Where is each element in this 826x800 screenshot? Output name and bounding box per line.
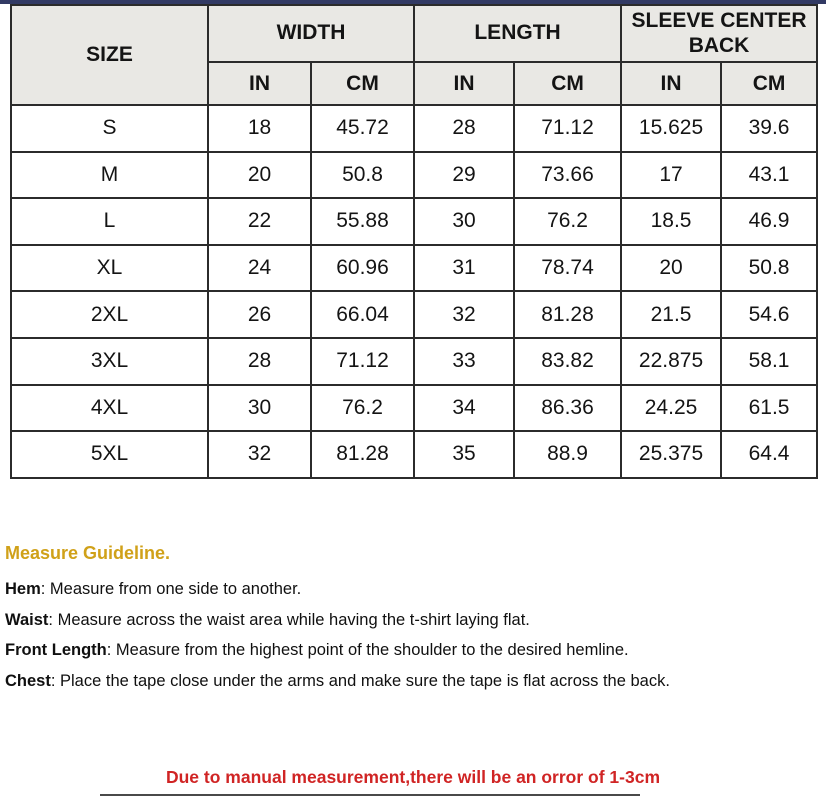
- table-row-4xl: [11, 385, 817, 432]
- table-cell: 76.2: [311, 385, 414, 432]
- table-cell: 30: [414, 198, 514, 245]
- guideline-chest-text: : Place the tape close under the arms and make sure the tape is flat across the back.: [50, 671, 670, 690]
- table-cell: 66.04: [311, 291, 414, 338]
- sleeve-center-back-group-header: SLEEVE CENTER BACK: [621, 5, 817, 62]
- size-cell: L: [11, 198, 208, 245]
- table-cell: 18.5: [621, 198, 721, 245]
- table-cell: 64.4: [721, 431, 817, 478]
- size-cell: XL: [11, 245, 208, 292]
- table-row-s: [11, 105, 817, 152]
- table-cell: 78.74: [514, 245, 621, 292]
- table-cell: 33: [414, 338, 514, 385]
- table-cell: 71.12: [311, 338, 414, 385]
- width-group-header: WIDTH: [208, 5, 414, 62]
- table-cell: 20: [208, 152, 311, 199]
- size-cell: M: [11, 152, 208, 199]
- width-in-header: IN: [208, 62, 311, 105]
- group-header-row: [11, 5, 817, 62]
- guideline-front-length-text: : Measure from the highest point of the shoulder to the desired hemline.: [106, 641, 629, 659]
- table-cell: 88.9: [514, 431, 621, 478]
- table-cell: 28: [414, 105, 514, 152]
- bottom-partial-line: [100, 794, 640, 796]
- table-cell: 31: [414, 245, 514, 292]
- width-cm-header: CM: [311, 62, 414, 105]
- table-cell: 81.28: [514, 291, 621, 338]
- guideline-hem: [5, 574, 821, 605]
- table-cell: 50.8: [721, 245, 817, 292]
- table-cell: 71.12: [514, 105, 621, 152]
- table-cell: 39.6: [721, 105, 817, 152]
- table-cell: 22.875: [621, 338, 721, 385]
- measure-guidelines-section: [5, 543, 821, 696]
- table-cell: 45.72: [311, 105, 414, 152]
- table-cell: 17: [621, 152, 721, 199]
- table-cell: 35: [414, 431, 514, 478]
- guideline-waist: [5, 605, 821, 636]
- table-row-3xl: [11, 338, 817, 385]
- table-cell: 73.66: [514, 152, 621, 199]
- table-row-xl: [11, 245, 817, 292]
- table-cell: 61.5: [721, 385, 817, 432]
- size-cell: S: [11, 105, 208, 152]
- measurement-disclaimer: Due to manual measurement,there will be an orror of 1-3cm: [165, 767, 661, 787]
- table-cell: 32: [208, 431, 311, 478]
- table-cell: 15.625: [621, 105, 721, 152]
- size-cell: 4XL: [11, 385, 208, 432]
- table-cell: 28: [208, 338, 311, 385]
- table-cell: 54.6: [721, 291, 817, 338]
- length-in-header: IN: [414, 62, 514, 105]
- sleeve-cm-header: CM: [721, 62, 817, 105]
- table-cell: 43.1: [721, 152, 817, 199]
- guidelines-title: Measure Guideline.: [5, 543, 171, 563]
- table-cell: 60.96: [311, 245, 414, 292]
- size-cell: 2XL: [11, 291, 208, 338]
- table-cell: 86.36: [514, 385, 621, 432]
- size-cell: 5XL: [11, 431, 208, 478]
- table-cell: 24.25: [621, 385, 721, 432]
- table-row-l: [11, 198, 817, 245]
- table-cell: 26: [208, 291, 311, 338]
- size-cell: 3XL: [11, 338, 208, 385]
- table-cell: 24: [208, 245, 311, 292]
- table-row-5xl: [11, 431, 817, 478]
- guideline-waist-text: : Measure across the waist area while having the t-shirt laying flat.: [48, 610, 530, 629]
- table-cell: 50.8: [311, 152, 414, 199]
- table-cell: 20: [621, 245, 721, 292]
- table-cell: 32: [414, 291, 514, 338]
- table-cell: 29: [414, 152, 514, 199]
- table-row-2xl: [11, 291, 817, 338]
- table-cell: 83.82: [514, 338, 621, 385]
- table-cell: 22: [208, 198, 311, 245]
- guideline-hem-label: Hem: [5, 580, 41, 598]
- guideline-waist-label: Waist: [5, 610, 49, 629]
- length-group-header: LENGTH: [414, 5, 621, 62]
- table-row-m: [11, 152, 817, 199]
- guideline-front-length: [5, 635, 821, 666]
- size-column-header: SIZE: [11, 5, 208, 105]
- table-cell: 76.2: [514, 198, 621, 245]
- guideline-chest: [5, 666, 821, 697]
- sleeve-in-header: IN: [621, 62, 721, 105]
- table-cell: 34: [414, 385, 514, 432]
- guideline-chest-label: Chest: [5, 671, 51, 690]
- table-cell: 21.5: [621, 291, 721, 338]
- guideline-front-length-label: Front Length: [5, 641, 107, 659]
- table-cell: 18: [208, 105, 311, 152]
- table-cell: 25.375: [621, 431, 721, 478]
- length-cm-header: CM: [514, 62, 621, 105]
- guideline-hem-text: : Measure from one side to another.: [40, 580, 302, 598]
- table-cell: 46.9: [721, 198, 817, 245]
- table-cell: 58.1: [721, 338, 817, 385]
- size-chart-table: [10, 4, 818, 479]
- table-cell: 81.28: [311, 431, 414, 478]
- table-cell: 30: [208, 385, 311, 432]
- table-cell: 55.88: [311, 198, 414, 245]
